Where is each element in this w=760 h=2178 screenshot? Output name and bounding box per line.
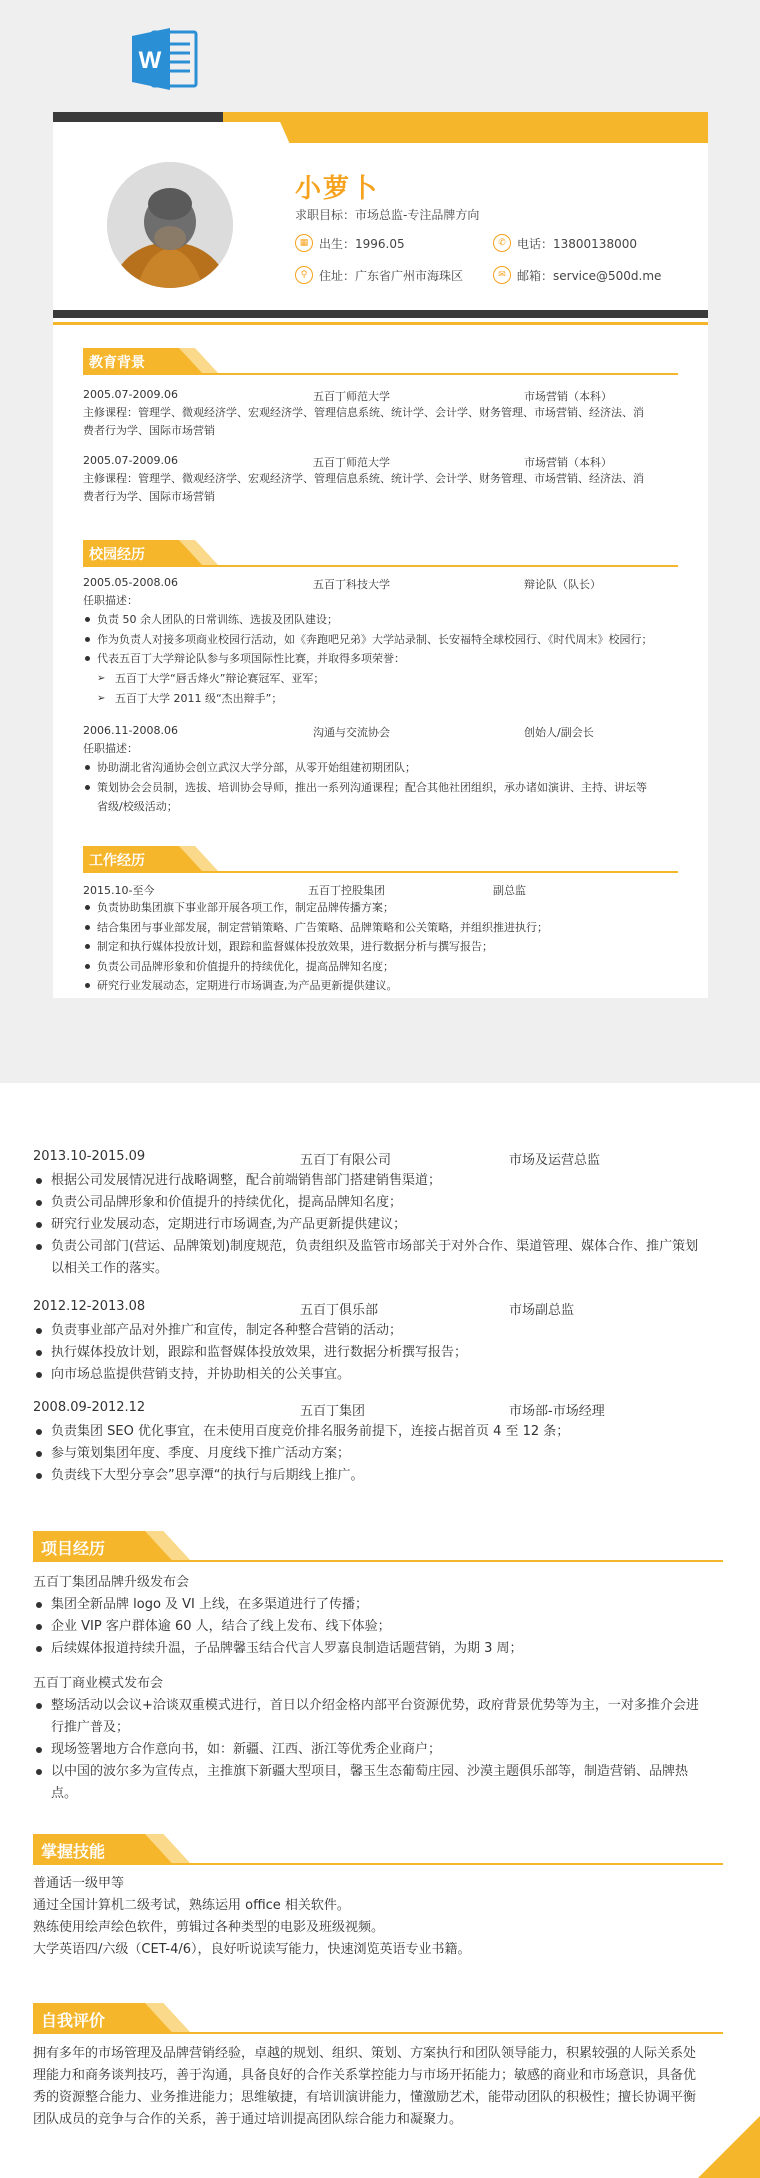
edu-courses: 主修课程：管理学、微观经济学、宏观经济学、管理信息系统、统计学、会计学、财务管理、市场营销、经济法、消 费者行为学、国际市场营销	[83, 406, 644, 437]
work-company: 五百丁控股集团	[308, 884, 385, 897]
skills-list	[33, 1873, 733, 1961]
phone-icon: ✆	[493, 234, 511, 252]
list-item: 负责事业部产品对外推广和宣传，制定各种整合营销的活动；	[33, 1320, 733, 1342]
project-bullets-1	[33, 1594, 733, 1660]
list-item: 负责协助集团旗下事业部开展各项工作，制定品牌传播方案；	[83, 898, 693, 918]
project-name: 五百丁集团品牌升级发布会	[33, 1575, 190, 1590]
campus-role: 辩论队（队长）	[524, 578, 601, 591]
list-item: 负责公司品牌形象和价值提升的持续优化，提高品牌知名度；	[33, 1192, 733, 1214]
edu-school: 五百丁师范大学	[313, 390, 390, 403]
work-company: 五百丁有限公司	[300, 1153, 392, 1168]
list-item: 现场签署地方合作意向书，如：新疆、江西、浙江等优秀企业商户；	[33, 1739, 733, 1761]
edu-date: 2005.07-2009.06	[83, 454, 178, 467]
work-bullets-3	[33, 1320, 733, 1386]
email-info	[493, 266, 661, 284]
campus-sub-bullets	[95, 669, 675, 708]
list-item: 参与策划集团年度、季度、月度线下推广活动方案；	[33, 1443, 733, 1465]
work-date: 2013.10-2015.09	[33, 1149, 146, 1164]
list-item: 向市场总监提供营销支持，并协助相关的公关事宜。	[33, 1364, 733, 1386]
list-item: 以中国的波尔多为宣传点，主推旗下新疆大型项目，馨玉生态葡萄庄园、沙漠主题俱乐部等，制造营销、品牌热 点。	[33, 1761, 733, 1805]
name: 小萝卜	[295, 174, 380, 204]
skill-line: 通过全国计算机二级考试，熟练运用 office 相关软件。	[33, 1898, 350, 1913]
section-title-projects	[33, 1531, 723, 1561]
section-title-text: 校园经历	[89, 547, 145, 563]
work-position: 市场部-市场经理	[509, 1404, 605, 1419]
list-item: 执行媒体投放计划，跟踪和监督媒体投放效果，进行数据分析撰写报告；	[33, 1342, 733, 1364]
work-bullets-4	[33, 1421, 733, 1487]
list-item: 负责线下大型分享会”思享潭“的执行与后期线上推广。	[33, 1465, 733, 1487]
section-title-campus	[83, 540, 678, 566]
section-title-skills	[33, 1834, 723, 1864]
list-item: 负责公司部门(营运、品牌策划)制度规范，负责组织及监管市场部关于对外合作、渠道管理、媒体合作、推广策划 以相关工作的落实。	[33, 1236, 733, 1280]
list-item: 负责集团 SEO 优化事宜，在未使用百度竞价排名服务前提下，连接占据首页 4 至 12 条；	[33, 1421, 733, 1443]
mail-icon: ✉	[493, 266, 511, 284]
phone-text: 电话：13800138000	[517, 236, 637, 251]
word-icon	[130, 26, 200, 92]
avatar	[107, 162, 233, 288]
avatar-photo	[107, 162, 233, 288]
section-title-text: 工作经历	[89, 853, 145, 869]
list-item: 整场活动以会议+洽谈双重模式进行，首日以介绍金格内部平台资源优势，政府背景优势等为主，一对多推介会进 行推广普及；	[33, 1695, 733, 1739]
work-company: 五百丁俱乐部	[300, 1303, 379, 1318]
section-title-text: 教育背景	[89, 355, 145, 371]
header-bottom-dark-bar	[53, 310, 708, 318]
campus-desc-label: 任职描述：	[83, 742, 138, 755]
phone-info	[493, 234, 637, 252]
campus-date: 2005.05-2008.06	[83, 576, 178, 589]
list-item: 负责公司品牌形象和价值提升的持续优化，提高品牌知名度；	[83, 957, 693, 977]
skill-line: 普通话一级甲等	[33, 1876, 125, 1891]
list-item: 策划协会会员制，选拔、培训协会导师，推出一系列沟通课程；配合其他社团组织，承办诸如演讲、主持、讲坛等 省级/校级活动；	[83, 778, 693, 817]
list-item: ➢ 五百丁大学 2011 级“杰出辩手”；	[95, 689, 675, 709]
edu-school: 五百丁师范大学	[313, 456, 390, 469]
list-item: 协助湖北省沟通协会创立武汉大学分部，从零开始组建初期团队；	[83, 758, 693, 778]
campus-org: 五百丁科技大学	[313, 578, 390, 591]
birth-text: 出生：1996.05	[319, 236, 405, 251]
header-bottom-yellow-bar	[53, 322, 708, 325]
section-title-work	[83, 846, 678, 872]
section-title-text: 掌握技能	[41, 1842, 106, 1861]
work-bullets-2	[33, 1170, 733, 1280]
work-date: 2012.12-2013.08	[33, 1299, 146, 1314]
project-bullets-2	[33, 1695, 733, 1805]
edu-courses: 主修课程：管理学、微观经济学、宏观经济学、管理信息系统、统计学、会计学、财务管理、市场营销、经济法、消 费者行为学、国际市场营销	[83, 472, 644, 503]
work-company: 五百丁集团	[300, 1404, 366, 1419]
job-objective: 求职目标：市场总监-专注品牌方向	[295, 208, 480, 222]
email-text: 邮箱：service@500d.me	[517, 268, 662, 283]
edu-major: 市场营销（本科）	[524, 456, 612, 469]
address-info	[295, 266, 463, 284]
list-item: 制定和执行媒体投放计划，跟踪和监督媒体投放效果，进行数据分析与撰写报告；	[83, 937, 693, 957]
edu-major: 市场营销（本科）	[524, 390, 612, 403]
skill-line: 熟练使用绘声绘色软件，剪辑过各种类型的电影及班级视频。	[33, 1920, 385, 1935]
word-icon-letter: W	[138, 47, 162, 74]
section-title-text: 项目经历	[41, 1539, 106, 1558]
campus-org: 沟通与交流协会	[313, 726, 390, 739]
header-top-yellow-accent	[223, 112, 283, 122]
campus-bullets-2	[83, 758, 693, 817]
campus-desc-label: 任职描述：	[83, 594, 138, 607]
list-item: ➢ 五百丁大学“唇舌烽火”辩论赛冠军、亚军；	[95, 669, 675, 689]
list-item: 结合集团与事业部发展，制定营销策略、广告策略、品牌策略和公关策略，并组织推进执行；	[83, 918, 693, 938]
list-item: 根据公司发展情况进行战略调整，配合前端销售部门搭建销售渠道；	[33, 1170, 733, 1192]
birth-info	[295, 234, 405, 252]
section-title-education	[83, 348, 678, 374]
location-icon: ⚲	[295, 266, 313, 284]
work-position: 市场及运营总监	[509, 1153, 601, 1168]
calendar-icon: ▦	[295, 234, 313, 252]
section-title-text: 自我评价	[41, 2011, 106, 2030]
campus-bullets-1	[83, 610, 693, 669]
campus-role: 创始人/副会长	[524, 726, 594, 739]
campus-date: 2006.11-2008.06	[83, 724, 178, 737]
work-position: 副总监	[493, 884, 526, 897]
work-date: 2008.09-2012.12	[33, 1400, 146, 1415]
list-item: 作为负责人对接多项商业校园行活动，如《奔跑吧兄弟》大学站录制、长安福特全球校园行、《时代周末》校园行；	[83, 630, 693, 650]
work-bullets-1	[83, 898, 693, 996]
self-eval-text: 拥有多年的市场管理及品牌营销经验，卓越的规划、组织、策划、方案执行和团队领导能力，积累较强的人际关系处 理能力和商务谈判技巧，善于沟通，具备良好的合作关系掌控能力与市场开拓能力；敏感的商业和市场意识，具备优 秀的资源整合能力、业务推进能力；思维敏捷，有培训演讲能力，懂激励艺术，能带动团队的积极性；擅长协调平衡 团队成员的竞争与合作的关系，善于通过培训提高团队综合能力和凝聚力。	[33, 2046, 697, 2127]
list-item: 后续媒体报道持续升温，子品牌馨玉结合代言人罗嘉良制造话题营销，为期 3 周；	[33, 1638, 733, 1660]
address-text: 住址：广东省广州市海珠区	[319, 268, 464, 283]
edu-date: 2005.07-2009.06	[83, 388, 178, 401]
header-top-yellow-bar	[253, 112, 708, 143]
list-item: 代表五百丁大学辩论队参与多项国际性比赛，并取得多项荣誉：	[83, 649, 693, 669]
work-position: 市场副总监	[509, 1303, 575, 1318]
list-item: 集团全新品牌 logo 及 VI 上线，在多渠道进行了传播；	[33, 1594, 733, 1616]
project-name: 五百丁商业模式发布会	[33, 1676, 164, 1691]
work-date: 2015.10-至今	[83, 884, 155, 897]
list-item: 研究行业发展动态，定期进行市场调查,为产品更新提供建议；	[33, 1214, 733, 1236]
list-item: 企业 VIP 客户群体逾 60 人，结合了线上发布、线下体验；	[33, 1616, 733, 1638]
list-item: 研究行业发展动态，定期进行市场调查,为产品更新提供建议。	[83, 976, 693, 996]
resume-page-1	[53, 112, 708, 998]
section-title-self-eval	[33, 2003, 723, 2033]
skill-line: 大学英语四/六级（CET-4/6），良好听说读写能力，快速浏览英语专业书籍。	[33, 1942, 471, 1957]
list-item: 负责 50 余人团队的日常训练、选拔及团队建设；	[83, 610, 693, 630]
